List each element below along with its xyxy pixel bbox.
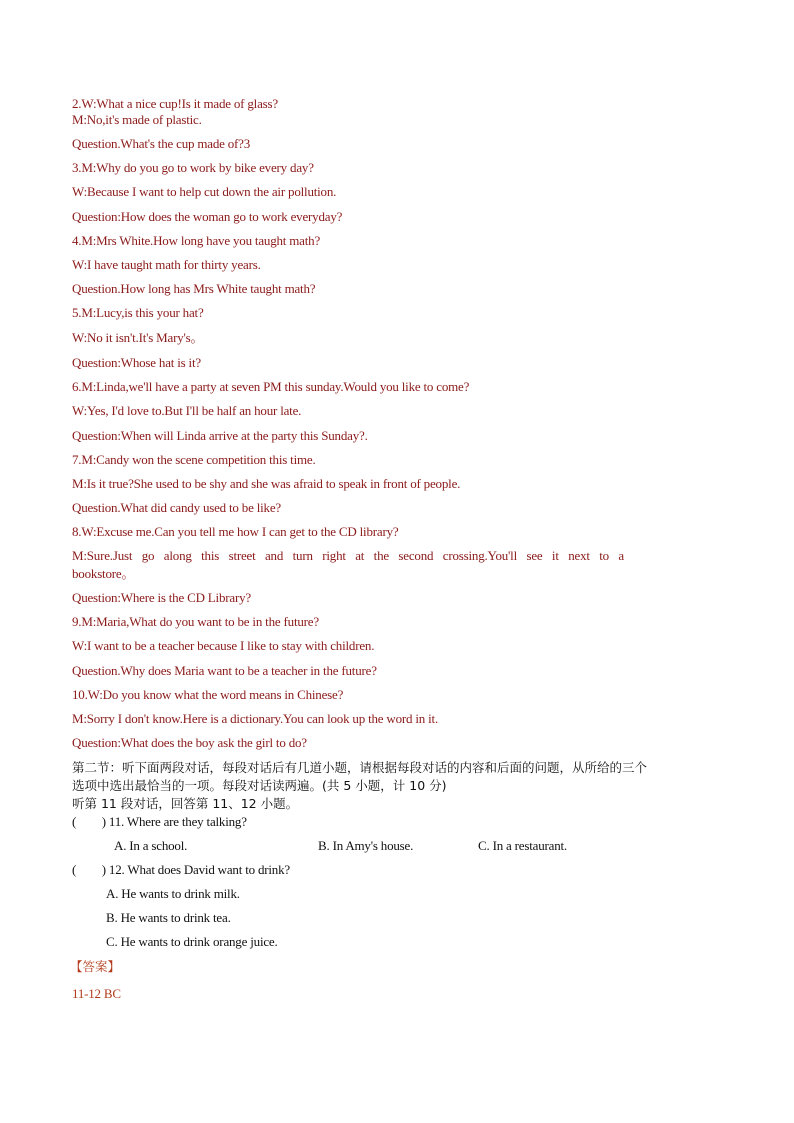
question-11-option-c: C. In a restaurant. <box>478 838 567 853</box>
question-11-option-a: A. In a school. <box>114 838 188 853</box>
transcript-line: Question:Where is the CD Library? <box>72 590 251 605</box>
section-instruction: 听第 11 段对话，回答第 11、12 小题。 <box>72 796 299 811</box>
transcript-line: M:No,it's made of plastic. <box>72 112 202 127</box>
transcript-line: Question:Whose hat is it? <box>72 355 201 370</box>
transcript-line: M:Sorry I don't know.Here is a dictionary.You can look up the word in it. <box>72 711 439 726</box>
transcript-line: 4.M:Mrs White.How long have you taught math? <box>72 233 321 248</box>
section-heading-line: 选项中选出最恰当的一项。每段对话读两遍。(共 5 小题，计 10 分) <box>72 778 447 793</box>
transcript-line: 3.M:Why do you go to work by bike every day? <box>72 160 314 175</box>
transcript-line: Question:What does the boy ask the girl to do? <box>72 735 307 750</box>
transcript-line: 6.M:Linda,we'll have a party at seven PM this sunday.Would you like to come? <box>72 379 470 394</box>
transcript-line: Question:How does the woman go to work everyday? <box>72 209 343 224</box>
transcript-line: bookstore。 <box>72 566 135 581</box>
question-12-option-b: B. He wants to drink tea. <box>106 910 231 925</box>
transcript-line: Question.What did candy used to be like? <box>72 500 281 515</box>
answer-value: 11-12 BC <box>72 986 121 1001</box>
section-heading-line: 第二节：听下面两段对话，每段对话后有几道小题，请根据每段对话的内容和后面的问题，从所给的三个 <box>72 760 648 775</box>
question-11-option-b: B. In Amy's house. <box>318 838 414 853</box>
transcript-line: W:Yes, I'd love to.But I'll be half an hour late. <box>72 403 302 418</box>
transcript-line: 2.W:What a nice cup!Is it made of glass? <box>72 96 278 111</box>
transcript-line: Question.How long has Mrs White taught math? <box>72 281 316 296</box>
transcript-line: W:I have taught math for thirty years. <box>72 257 261 272</box>
transcript-line: W:Because I want to help cut down the air pollution. <box>72 184 337 199</box>
question-11-stem: ( ) 11. Where are they talking? <box>72 814 247 829</box>
transcript-line: 9.M:Maria,What do you want to be in the future? <box>72 614 319 629</box>
question-12-option-c: C. He wants to drink orange juice. <box>106 934 278 949</box>
transcript-line: 10.W:Do you know what the word means in Chinese? <box>72 687 344 702</box>
answer-label: 【答案】 <box>70 959 121 974</box>
question-12-option-a: A. He wants to drink milk. <box>106 886 240 901</box>
transcript-line: 7.M:Candy won the scene competition this time. <box>72 452 316 467</box>
transcript-line: 5.M:Lucy,is this your hat? <box>72 305 204 320</box>
transcript-line: Question.What's the cup made of?3 <box>72 136 251 151</box>
transcript-line: M:Is it true?She used to be shy and she was afraid to speak in front of people. <box>72 476 461 491</box>
transcript-line: W:I want to be a teacher because I like to stay with children. <box>72 638 375 653</box>
transcript-line: Question.Why does Maria want to be a teacher in the future? <box>72 663 377 678</box>
question-12-stem: ( ) 12. What does David want to drink? <box>72 862 290 877</box>
transcript-line: Question:When will Linda arrive at the party this Sunday?. <box>72 428 368 443</box>
transcript-line: M:Sure.Just go along this street and turn right at the second crossing.You'll see it next to a <box>72 548 624 563</box>
transcript-line: 8.W:Excuse me.Can you tell me how I can get to the CD library? <box>72 524 399 539</box>
transcript-line: W:No it isn't.It's Mary's。 <box>72 330 204 345</box>
